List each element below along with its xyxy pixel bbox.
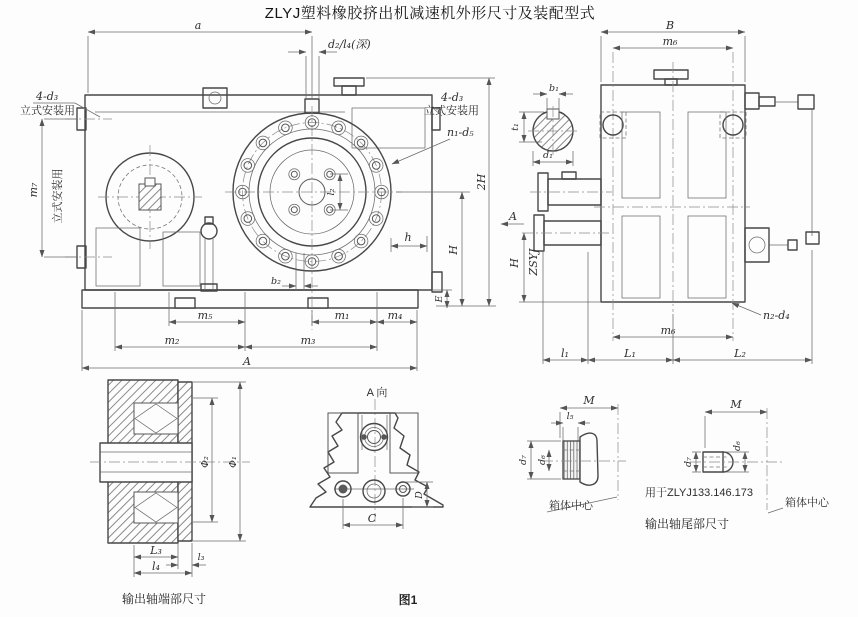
bearing-top [134,403,178,434]
dim-b1: b₁ [549,83,559,94]
shaft-tail-caption: 输出轴尾部尺寸 [645,517,730,531]
dim-l1: l₁ [561,347,569,360]
dim-B: B [665,19,675,32]
view-a [310,385,443,529]
housing-base [82,290,418,308]
dim-h: h [404,231,412,244]
lubrication-piping [745,93,819,262]
dim-L1: L₁ [624,347,636,360]
view-a-arrow-label: A [509,210,517,223]
dim-m5: m₅ [197,309,213,322]
output-stub [432,272,442,292]
hollow-output-shaft [100,443,192,482]
tail-flange-break [580,433,598,485]
dim-d7-left: d₇ [518,455,529,465]
dim-l4: l₄ [152,560,160,573]
dim-m2: m₂ [164,334,180,347]
dim-H-main: H [447,245,460,255]
shaft-code-label: ZSYJ [527,248,540,276]
shaft-tail-detail-threaded [518,394,626,512]
shaft-tail-detail-round [645,398,830,531]
dim-d6-right: d₆ [732,441,743,451]
box-center-left-label: 箱体中心 [549,500,593,512]
view-a-label: A 向 [366,387,388,399]
dim-m3: m₃ [300,334,316,347]
dim-m6-top: m₆ [662,35,678,48]
dim-m6-bottom: m₆ [660,324,676,337]
dim-A: A [243,355,251,368]
dim-a: a [194,19,202,32]
dim-phi2: Φ₂ [200,456,211,468]
breather-side [654,70,688,79]
dim-t1: t₁ [510,123,521,131]
dim-H-side: H [508,258,521,268]
oil-sight-glass [363,480,385,502]
drawing-title: ZLYJ塑料橡胶挤出机减速机外形尺寸及装配型式 [264,5,596,22]
breather-cap [334,78,364,86]
dim-d7-right: d₇ [683,457,694,467]
dim-C: C [367,512,377,525]
mount-note-mid: 立式安装用 [52,168,64,224]
shaft-end-caption: 输出轴端部尺寸 [122,592,207,606]
dim-l2: l₂ [326,188,337,196]
dim-b2: b₂ [271,276,281,287]
bearing-bottom [134,492,178,523]
mount-holes-right-label: 4-d₃ [441,91,464,104]
side-housing-outline [601,85,745,302]
flange-holes-label: n₁-d₅ [447,126,474,139]
dim-M-right: M [730,398,742,411]
dim-phi1: Φ₁ [228,456,239,468]
oil-gauge [201,223,217,239]
dim-2H: 2H [475,173,488,191]
lifting-lug [203,88,227,108]
dim-d1: d₁ [543,150,553,161]
figure-number: 图1 [398,593,418,607]
main-elevation-view [20,19,524,371]
shaft-end-section-view [90,380,250,606]
dim-l3: l₃ [197,552,205,563]
input-shaft-section [510,83,578,166]
dim-E: E [434,295,445,303]
dim-m7: m₇ [27,182,40,198]
side-view [508,19,819,364]
mount-note-left: 立式安装用 [20,105,75,117]
output-flange [225,106,402,330]
threaded-tail-section [563,441,580,479]
dim-D: D [414,491,425,499]
used-for-label: 用于ZLYJ133.146.173 [645,487,754,499]
dim-m4: m₄ [387,309,403,322]
dim-M-left: M [583,394,595,407]
input-shaft-hub [139,184,161,210]
mount-note-right: 立式安装用 [424,105,479,117]
dim-L2: L₂ [734,347,746,360]
dim-L3: L₃ [150,544,162,557]
output-shaft-stub [544,221,601,245]
mount-holes-left-label: 4-d₃ [36,90,59,103]
dim-d2-l4: d₂/l₄(深) [328,38,371,51]
side-holes-label: n₂-d₄ [763,309,790,322]
box-center-right-label: 箱体中心 [785,497,829,509]
dim-m1: m₁ [334,309,350,322]
dim-d6-left: d₆ [537,455,548,465]
dim-l5: l₅ [566,411,574,422]
